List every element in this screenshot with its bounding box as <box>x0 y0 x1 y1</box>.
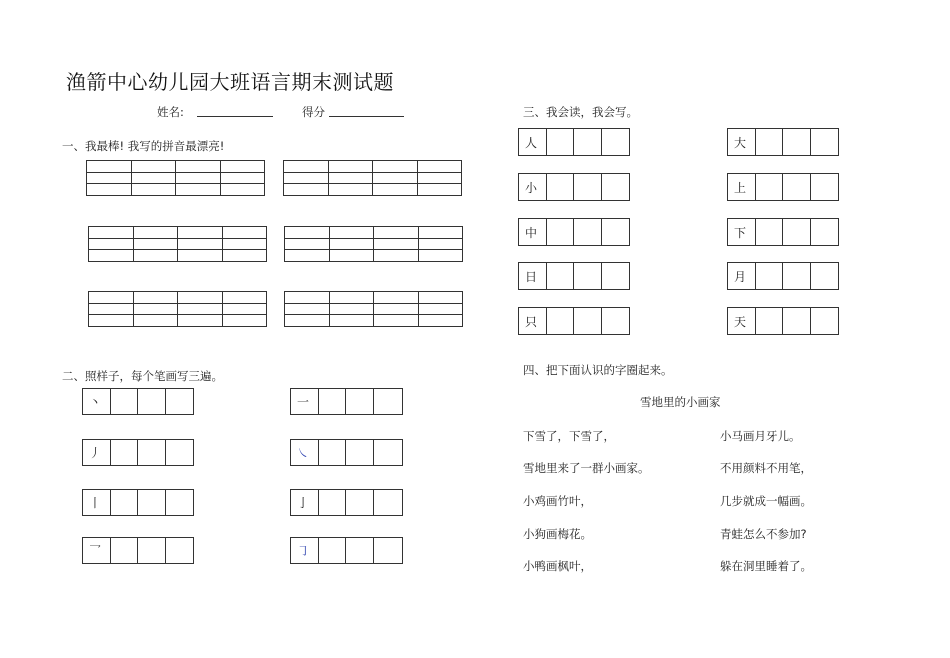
poem-line: 几步就成一幅画。 <box>720 494 812 508</box>
stroke-practice-row[interactable] <box>82 439 194 466</box>
pinyin-grid[interactable] <box>86 160 265 196</box>
char-practice-row[interactable] <box>518 173 630 201</box>
poem-line: 躲在洞里睡着了。 <box>720 559 812 573</box>
stroke-sample: ㇏ <box>291 440 319 465</box>
stroke-practice-row[interactable] <box>290 439 403 466</box>
char-sample: 日 <box>519 263 547 289</box>
char-sample: 天 <box>728 308 756 334</box>
poem-title: 雪地里的小画家 <box>640 395 721 409</box>
section3-heading: 三、我会读，我会写。 <box>523 105 638 119</box>
section4-heading: 四、把下面认识的字圈起来。 <box>523 363 673 377</box>
char-sample: 只 <box>519 308 547 334</box>
poem-line: 不用颜料不用笔， <box>720 461 812 475</box>
stroke-practice-row[interactable] <box>290 537 403 564</box>
score-field[interactable] <box>329 104 404 117</box>
poem-line: 下雪了，下雪了， <box>523 429 615 443</box>
char-practice-row[interactable] <box>518 218 630 246</box>
char-practice-row[interactable] <box>727 128 839 156</box>
char-practice-row[interactable] <box>727 218 839 246</box>
pinyin-grid[interactable] <box>88 226 267 262</box>
poem-line: 小马画月牙儿。 <box>720 429 801 443</box>
stroke-sample: 丨 <box>83 490 111 515</box>
char-practice-row[interactable] <box>518 262 630 290</box>
score-label: 得分 <box>302 105 325 119</box>
poem-line: 小狗画梅花。 <box>523 527 592 541</box>
pinyin-grid[interactable] <box>283 160 462 196</box>
stroke-practice-row[interactable] <box>290 388 403 415</box>
char-practice-row[interactable] <box>727 173 839 201</box>
char-sample: 大 <box>728 129 756 155</box>
stroke-sample: 乛 <box>83 538 111 563</box>
poem-line: 小鸭画枫叶， <box>523 559 592 573</box>
poem-line: 雪地里来了一群小画家。 <box>523 461 650 475</box>
char-sample: 月 <box>728 263 756 289</box>
poem-line: 小鸡画竹叶， <box>523 494 592 508</box>
page-title: 渔箭中心幼儿园大班语言期末测试题 <box>66 70 394 94</box>
section2-heading: 二、照样子，每个笔画写三遍。 <box>62 369 223 383</box>
char-sample: 小 <box>519 174 547 200</box>
stroke-practice-row[interactable] <box>82 388 194 415</box>
stroke-sample: 丶 <box>83 389 111 414</box>
char-practice-row[interactable] <box>727 307 839 335</box>
char-sample: 人 <box>519 129 547 155</box>
pinyin-grid[interactable] <box>88 291 267 327</box>
pinyin-grid[interactable] <box>284 291 463 327</box>
char-sample: 下 <box>728 219 756 245</box>
char-practice-row[interactable] <box>518 128 630 156</box>
char-sample: 上 <box>728 174 756 200</box>
char-practice-row[interactable] <box>518 307 630 335</box>
name-field[interactable] <box>197 104 273 117</box>
char-sample: 中 <box>519 219 547 245</box>
pinyin-grid[interactable] <box>284 226 463 262</box>
stroke-sample: ㇆ <box>291 538 319 563</box>
stroke-sample: 亅 <box>291 490 319 515</box>
poem-line: 青蛙怎么不参加? <box>720 527 807 541</box>
name-label: 姓名: <box>157 105 184 119</box>
stroke-sample: 一 <box>291 389 319 414</box>
stroke-practice-row[interactable] <box>82 489 194 516</box>
section1-heading: 一、我最棒! 我写的拼音最漂亮! <box>62 139 225 153</box>
stroke-practice-row[interactable] <box>290 489 403 516</box>
stroke-sample: 丿 <box>83 440 111 465</box>
stroke-practice-row[interactable] <box>82 537 194 564</box>
char-practice-row[interactable] <box>727 262 839 290</box>
